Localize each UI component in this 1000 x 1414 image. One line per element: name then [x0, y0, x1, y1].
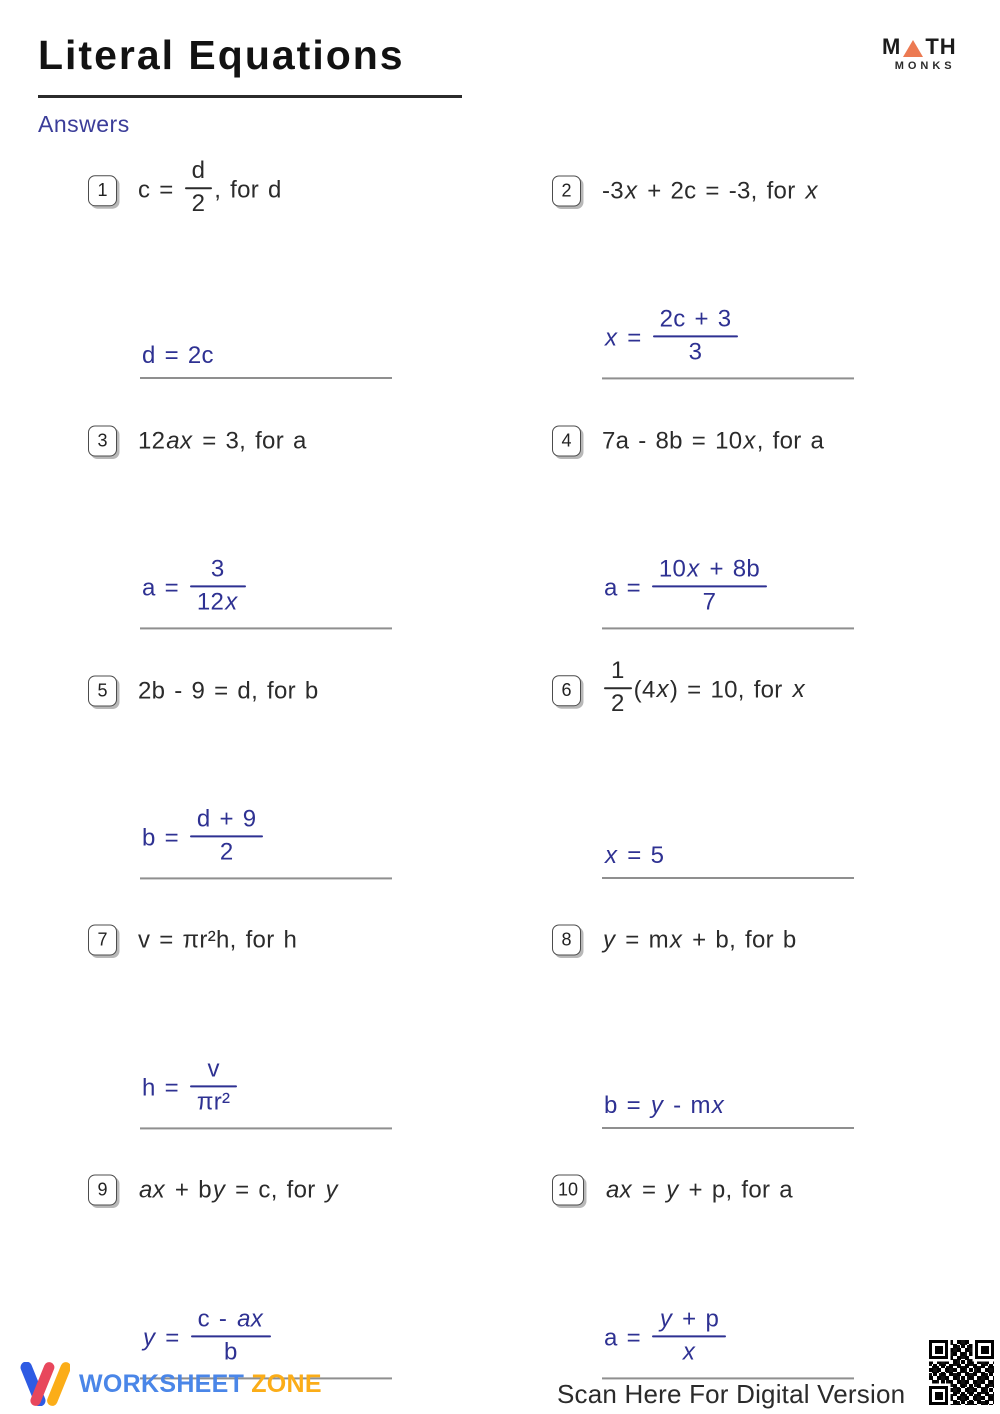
problem-number-badge: 7 — [88, 925, 117, 956]
answer-equation: a = $\frac{10x + 8b}{7}$ — [604, 575, 769, 602]
page-title: Literal Equations — [38, 32, 405, 78]
math-monks-wordmark — [882, 36, 957, 58]
problem-1 — [88, 159, 282, 223]
answer-equation: d = 2c — [142, 342, 214, 369]
answer-equation: b = $\frac{d + 9}{2}$ — [142, 825, 265, 852]
answer-4 — [602, 557, 854, 629]
answer-equation: y = $\frac{c - ax}{b}$ — [142, 1325, 273, 1352]
problem-8 — [552, 925, 797, 956]
triangle-icon — [903, 40, 923, 57]
zone-word: ZONE — [251, 1369, 322, 1398]
problem-equation: y = mx + b, for b — [603, 926, 797, 953]
problem-equation: 2b - 9 = d, for b — [138, 677, 319, 704]
problem-equation: ax = y + p, for a — [606, 1176, 793, 1203]
answer-6 — [602, 841, 854, 879]
problem-equation: v = πr²h, for h — [138, 926, 298, 953]
math-monks-letters-th: TH — [925, 34, 957, 59]
worksheet-zone-icon — [20, 1362, 70, 1406]
problem-number-badge: 4 — [552, 426, 581, 457]
problem-6 — [552, 659, 806, 723]
problem-9 — [88, 1175, 339, 1206]
answer-equation: a = $\frac{3}{12x}$ — [142, 575, 248, 602]
math-monks-letter-m: M — [882, 34, 902, 59]
problem-7 — [88, 925, 297, 956]
answer-equation: x = 5 — [605, 842, 665, 869]
answer-equation: b = y - mx — [604, 1092, 725, 1119]
problem-equation: ax + by = c, for y — [139, 1176, 338, 1203]
problem-equation: $\frac{1}{2}$ (4x) = 10, for x — [602, 659, 806, 723]
answer-1 — [140, 341, 392, 379]
answer-3 — [140, 557, 392, 629]
problem-number-badge: 1 — [88, 176, 117, 207]
qr-code — [927, 1338, 996, 1407]
problem-number-badge: 8 — [552, 925, 581, 956]
problem-number-badge: 10 — [552, 1175, 584, 1206]
problem-number-badge: 5 — [88, 676, 117, 707]
problem-4 — [552, 426, 824, 457]
title-underline — [38, 95, 462, 98]
problem-3 — [88, 426, 307, 457]
answer-5 — [140, 807, 392, 879]
problem-equation: 12ax = 3, for a — [138, 427, 307, 454]
problem-equation: c = $\frac{d}{2}$ , for d — [138, 157, 282, 217]
answer-10 — [602, 1307, 854, 1379]
problem-5 — [88, 676, 319, 707]
answer-8 — [602, 1091, 854, 1129]
qr-finder-bottom-left — [929, 1386, 948, 1405]
answer-equation: h = $\frac{v}{\text{πr²}}$ — [142, 1075, 239, 1102]
worksheet-zone-wordmark — [79, 1369, 322, 1398]
answer-equation: a = $\frac{y + p}{x}$ — [604, 1325, 728, 1352]
answer-2 — [602, 307, 854, 379]
problem-2 — [552, 176, 819, 207]
qr-finder-top-right — [975, 1340, 994, 1359]
problem-equation: 7a - 8b = 10x, for a — [602, 427, 825, 454]
scan-here-text: Scan Here For Digital Version — [557, 1379, 906, 1409]
qr-finder-top-left — [929, 1340, 948, 1359]
problem-number-badge: 6 — [552, 676, 581, 707]
math-monks-logo — [882, 36, 957, 72]
answer-7 — [140, 1057, 392, 1129]
problem-number-badge: 3 — [88, 426, 117, 457]
answers-heading: Answers — [38, 111, 130, 137]
worksheet-word: WORKSHEET — [79, 1369, 245, 1398]
problem-number-badge: 2 — [552, 176, 581, 207]
worksheet-zone-logo — [20, 1362, 322, 1406]
math-monks-subtitle: MONKS — [894, 60, 956, 72]
answer-equation: x = $\frac{2c + 3}{3}$ — [604, 325, 740, 352]
problem-number-badge: 9 — [88, 1175, 117, 1206]
problem-10 — [552, 1175, 793, 1206]
problem-equation: -3x + 2c = -3, for x — [602, 177, 818, 204]
